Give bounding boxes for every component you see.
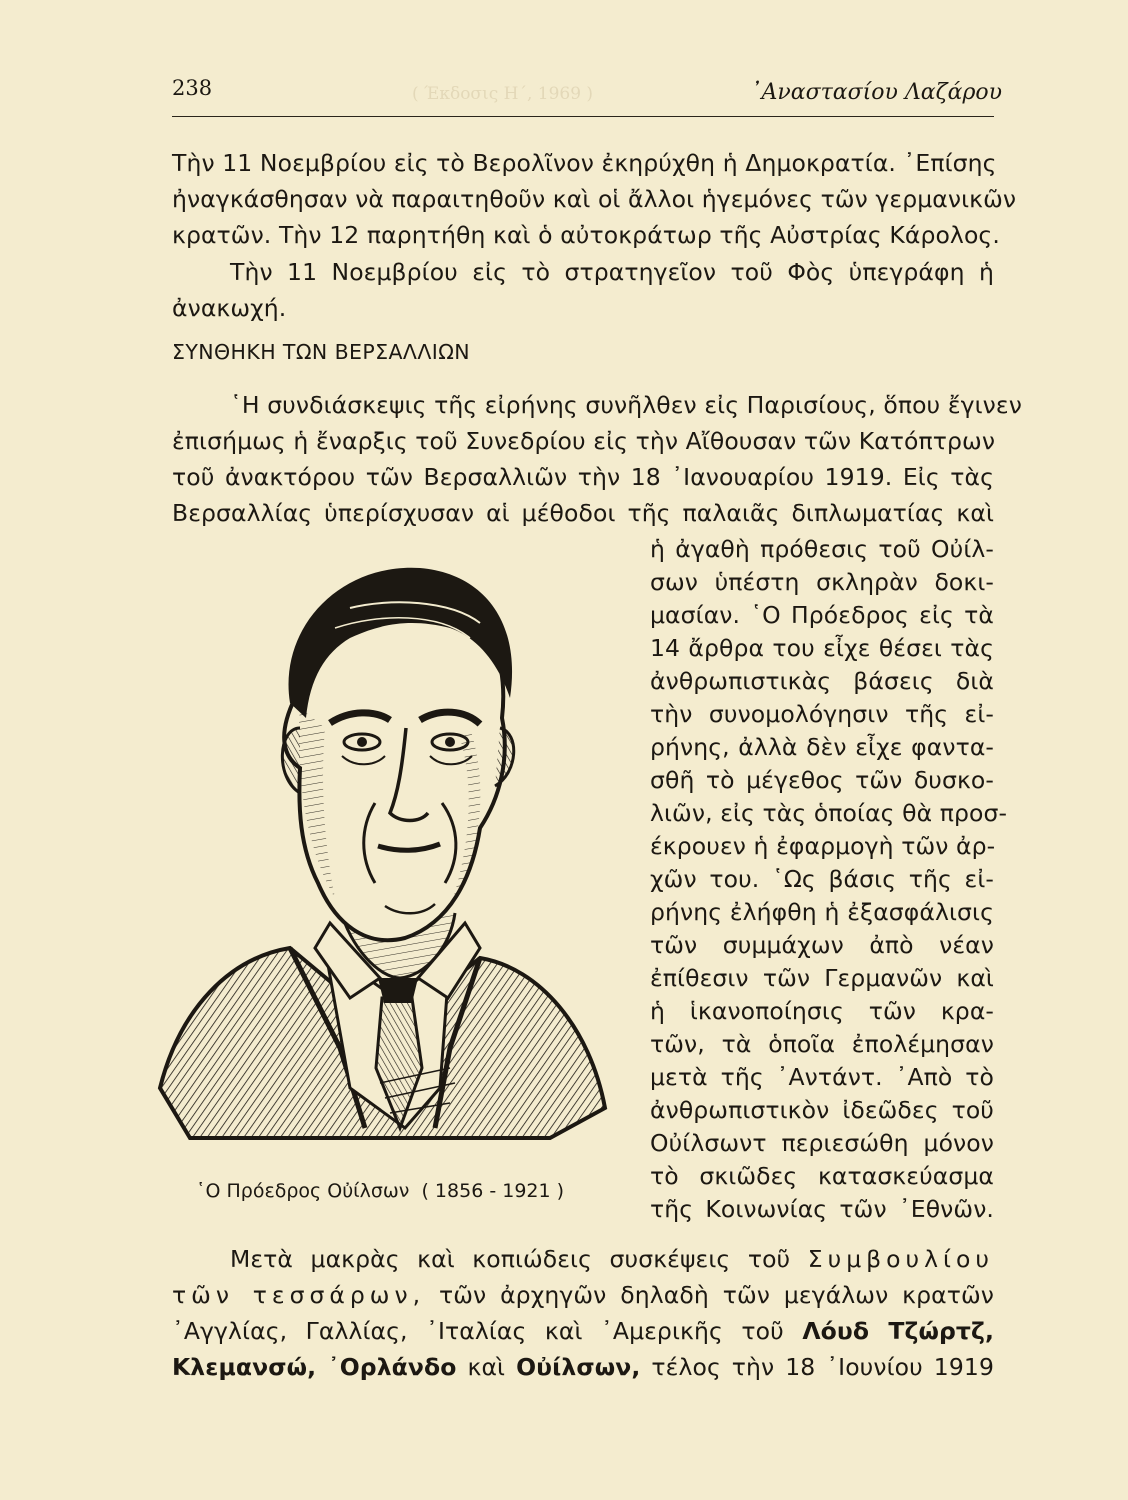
text-line: ἡ ἱκανοποίησις τῶν κρα-	[650, 997, 994, 1025]
text-line: ἡ ἀγαθὴ πρόθεσις τοῦ Οὐίλ-	[650, 535, 994, 563]
text-line: Οὐίλσωντ περιεσώθη μόνον	[650, 1129, 994, 1157]
text-line: τῶν, τὰ ὁποῖα ἐπολέμησαν	[650, 1030, 994, 1058]
text-line: ῾Η συνδιάσκεψις τῆς εἰρήνης συνῆλθεν εἰς Παρισίους, ὅπου ἔγινεν	[230, 391, 1022, 419]
text-line: ἀνθρωπιστικὰς βάσεις διὰ	[650, 667, 994, 695]
text-line: ἀνθρωπιστικὸν ἰδεῶδες τοῦ	[650, 1096, 994, 1124]
text-line: ρήνης ἐλήφθη ἡ ἐξασφάλισις	[650, 898, 994, 926]
text-run-bold: Λόυδ Τζώρτζ,	[802, 1317, 995, 1345]
page-header	[172, 76, 1002, 114]
text-line: λιῶν, εἰς τὰς ὁποίας θὰ προσ-	[650, 799, 1008, 827]
caption-years: ( 1856 - 1921 )	[421, 1180, 565, 1202]
text-line: τὸ σκιῶδες κατασκεύασμα	[650, 1162, 994, 1190]
text-line	[172, 1350, 994, 1384]
text-line: έκρουεν ἡ ἐφαρμογὴ τῶν ἀρ-	[650, 832, 996, 860]
running-head: ᾿Αναστασίου Λαζάρου	[750, 80, 1002, 105]
text-line: Τὴν 11 Νοεμβρίου εἰς τὸ Βερολῖνον ἐκηρύχθη ἡ Δημοκρατία. ᾿Επίσης	[172, 149, 997, 177]
text-line: σων ὑπέστη σκληρὰν δοκι-	[650, 568, 994, 596]
text-run-spaced: τῶν τεσσάρων,	[172, 1281, 426, 1309]
text-line: τοῦ ἀνακτόρου τῶν Βερσαλλιῶν τὴν 18 ᾿Ιανουαρίου 1919. Εἰς τὰς	[172, 463, 994, 491]
text-line	[172, 1314, 994, 1348]
text-line: χῶν του. ῾Ως βάσις τῆς εἰ-	[650, 865, 994, 893]
text-line: ἀνακωχή.	[172, 294, 287, 322]
page-number: 238	[172, 76, 213, 100]
text-line: τῆς Κοινωνίας τῶν ᾿Εθνῶν.	[650, 1195, 994, 1223]
text-line: ρήνης, ἀλλὰ δὲν εἶχε φαντα-	[650, 733, 994, 761]
text-run: Μετὰ μακρὰς καὶ κοπιώδεις συσκέψεις τοῦ	[230, 1245, 791, 1273]
text-line: τῶν συμμάχων ἀπὸ νέαν	[650, 931, 994, 959]
text-line: Βερσαλλίας ὑπερίσχυσαν αἱ μέθοδοι τῆς παλαιᾶς διπλωματίας καὶ	[172, 499, 994, 527]
text-run: τῶν ἀρχηγῶν δηλαδὴ τῶν μεγάλων κρατῶν	[438, 1281, 994, 1309]
text-run-bold: Οὐίλσων,	[516, 1353, 641, 1381]
text-run: καὶ	[467, 1353, 506, 1381]
section-title: ΣΥΝΘΗΚΗ ΤΩΝ ΒΕΡΣΑΛΛΙΩΝ	[172, 340, 471, 364]
caption-name: ῾Ο Πρόεδρος Οὐίλσων	[196, 1180, 410, 1202]
text-run-bold: Κλεμανσώ, ᾿Ορλάνδο	[172, 1353, 457, 1381]
figure-caption	[196, 1180, 570, 1202]
text-line: 14 ἄρθρα του εἶχε θέσει τὰς	[650, 634, 994, 662]
text-line: σθῆ τὸ μέγεθος τῶν δυσκο-	[650, 766, 994, 794]
text-line: κρατῶν. Τὴν 12 παρητήθη καὶ ὁ αὐτοκράτωρ τῆς Αὐστρίας Κάρολος.	[172, 221, 1000, 249]
bleed-through-text: ( Έκδοσις Η΄, 1969 )	[412, 84, 594, 104]
text-run: τέλος τὴν 18 ᾿Ιουνίου 1919	[651, 1353, 995, 1381]
text-line: Τὴν 11 Νοεμβρίου εἰς τὸ στρατηγεῖον τοῦ Φὸς ὑπεγράφη ἡ	[230, 258, 994, 286]
text-line: μετὰ τῆς ᾿Αντάντ. ᾿Απὸ τὸ	[650, 1063, 994, 1091]
text-line	[172, 1278, 994, 1312]
text-run: ᾿Αγγλίας, Γαλλίας, ᾿Ιταλίας καὶ ᾿Αμερικῆς τοῦ	[172, 1317, 784, 1345]
wilson-portrait	[150, 528, 620, 1158]
text-line	[230, 1242, 994, 1276]
text-line: ἠναγκάσθησαν νὰ παραιτηθοῦν καὶ οἱ ἄλλοι ἡγεμόνες τῶν γερμανικῶν	[172, 185, 1017, 213]
text-line: τὴν συνομολόγησιν τῆς εἰ-	[650, 700, 994, 728]
text-run-spaced: Συμβουλίου	[807, 1245, 994, 1273]
header-rule	[172, 116, 994, 117]
text-line: ἐπισήμως ἡ ἔναρξις τοῦ Συνεδρίου εἰς τὴν Αἴθουσαν τῶν Κατόπτρων	[172, 427, 996, 455]
text-line: ἐπίθεσιν τῶν Γερμανῶν καὶ	[650, 964, 994, 992]
text-line: μασίαν. ῾Ο Πρόεδρος εἰς τὰ	[650, 601, 994, 629]
